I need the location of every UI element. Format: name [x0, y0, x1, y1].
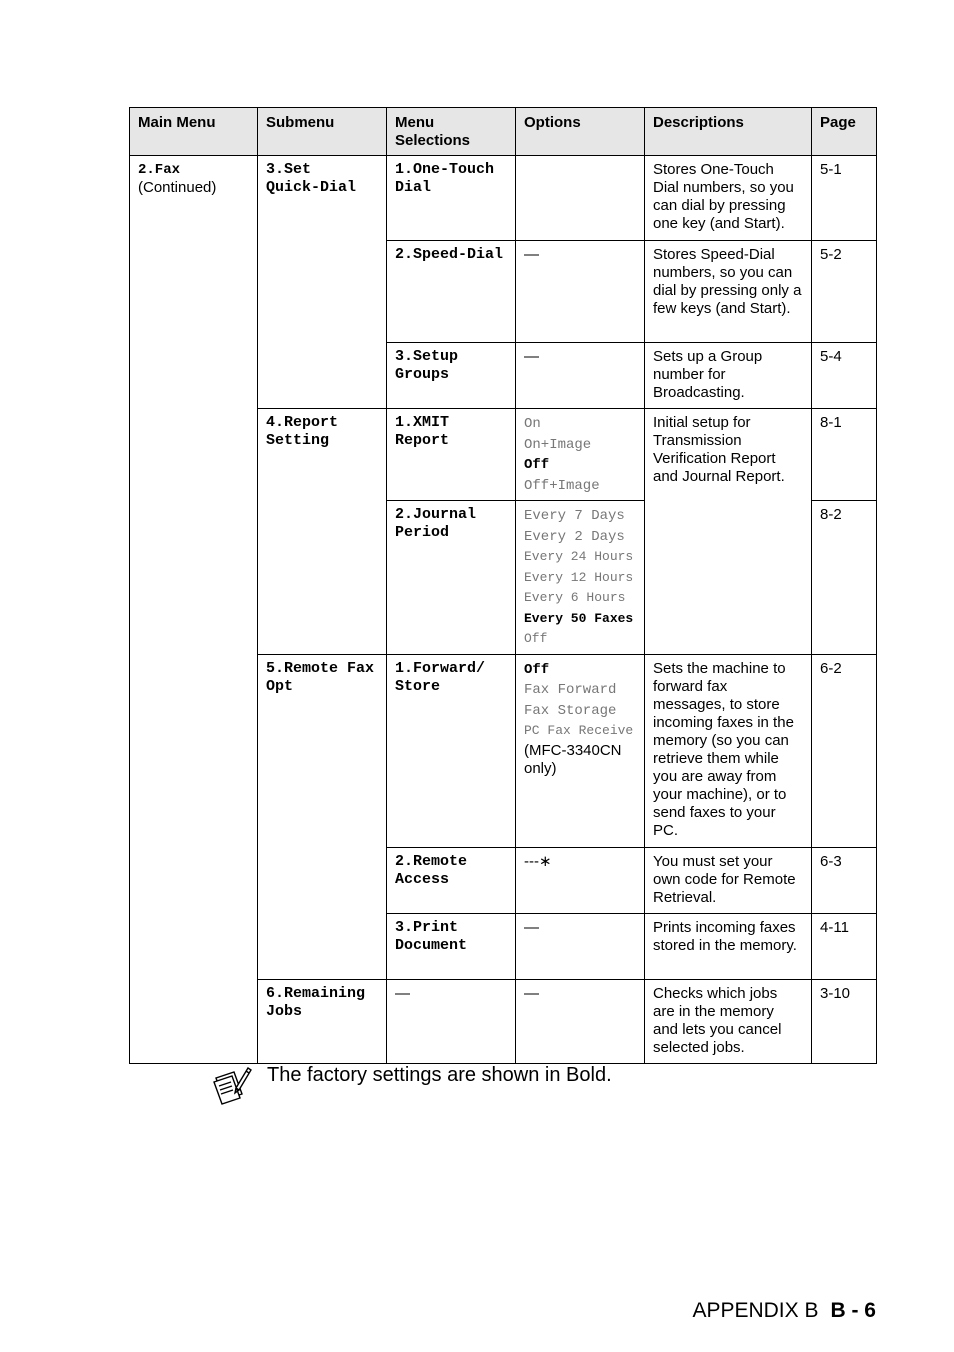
selection-one-touch-dial: 1.One-Touch Dial: [387, 156, 516, 241]
description-cell: Stores One-Touch Dial numbers, so you can dial by pressing one key (and Start).: [645, 156, 812, 241]
option-item: Off: [524, 631, 548, 646]
selection-forward-store: 1.Forward/ Store: [387, 654, 516, 847]
table-header-row: [130, 108, 877, 156]
description-cell: Prints incoming faxes stored in the memory.: [645, 913, 812, 979]
options-list: [516, 501, 645, 655]
page-cell: 6-3: [812, 847, 877, 913]
page-footer: [692, 1299, 876, 1323]
selection-setup-groups: 3.Setup Groups: [387, 343, 516, 409]
options-code: ---∗: [516, 847, 645, 913]
selection-print-document: 3.Print Document: [387, 913, 516, 979]
submenu-remaining-jobs: 6.Remaining Jobs: [258, 979, 387, 1063]
options-cell: —: [516, 241, 645, 343]
option-item: Every 12 Hours: [524, 569, 634, 585]
options-cell: [516, 156, 645, 241]
option-item: On+Image: [524, 436, 592, 453]
submenu-report-setting: 4.Report Setting: [258, 409, 387, 655]
header-descriptions: Descriptions: [645, 108, 812, 156]
page-cell: 5-2: [812, 241, 877, 343]
option-item: PC Fax Receive: [524, 723, 634, 738]
header-submenu: Submenu: [258, 108, 387, 156]
options-cell: —: [516, 343, 645, 409]
option-item: Off+Image: [524, 477, 600, 494]
selection-speed-dial: 2.Speed-Dial: [387, 241, 516, 343]
description-cell: Stores Speed-Dial numbers, so you can dial by pressing only a few keys (and Start).: [645, 241, 812, 343]
option-item-default: Every 50 Faxes: [524, 610, 634, 626]
header-options: Options: [516, 108, 645, 156]
option-item: Every 24 Hours: [524, 549, 634, 564]
description-cell: Initial setup for Transmission Verification Report and Journal Report.: [645, 409, 812, 655]
footer-page-number: B - 6: [830, 1299, 876, 1322]
main-menu-cell: [130, 156, 258, 1064]
option-note: (MFC-3340CN only): [524, 741, 622, 777]
page-cell: 6-2: [812, 654, 877, 847]
header-menu-selections: Menu Selections: [387, 108, 516, 156]
page-cell: 5-4: [812, 343, 877, 409]
option-item: Fax Storage: [524, 702, 617, 719]
submenu-set-quick-dial: 3.Set Quick-Dial: [258, 156, 387, 409]
description-cell: Checks which jobs are in the memory and lets you cancel selected jobs.: [645, 979, 812, 1063]
header-page: Page: [812, 108, 877, 156]
selection-journal-period: 2.Journal Period: [387, 501, 516, 655]
option-item: On: [524, 416, 541, 432]
note-text: The factory settings are shown in Bold.: [267, 1064, 612, 1086]
page-cell: 3-10: [812, 979, 877, 1063]
settings-table: [129, 107, 877, 1064]
page-cell: 8-2: [812, 501, 877, 655]
option-item-default: Off: [524, 661, 550, 678]
selection-cell: —: [387, 979, 516, 1063]
options-list: [516, 654, 645, 847]
option-item: Every 6 Hours: [524, 590, 626, 605]
description-cell: You must set your own code for Remote Retrieval.: [645, 847, 812, 913]
options-cell: —: [516, 979, 645, 1063]
page-cell: 5-1: [812, 156, 877, 241]
main-menu-label: 2.Fax: [138, 162, 181, 178]
option-item-default: Off: [524, 457, 550, 473]
options-cell: —: [516, 913, 645, 979]
main-menu-note: (Continued): [138, 179, 217, 196]
page-cell: 8-1: [812, 409, 877, 501]
submenu-remote-fax-opt: 5.Remote Fax Opt: [258, 654, 387, 979]
header-main-menu: Main Menu: [130, 108, 258, 156]
options-list: [516, 409, 645, 501]
option-item: Every 7 Days: [524, 508, 625, 524]
description-cell: Sets up a Group number for Broadcasting.: [645, 343, 812, 409]
table-row: [130, 156, 877, 241]
option-item: Fax Forward: [524, 682, 617, 698]
option-item: Every 2 Days: [524, 528, 625, 545]
selection-remote-access: 2.Remote Access: [387, 847, 516, 913]
description-cell: Sets the machine to forward fax messages, to store incoming faxes in the memory (so you can retrieve them while you are away from your machine), or to send faxes to your PC.: [645, 654, 812, 847]
page-cell: 4-11: [812, 913, 877, 979]
footer-section: APPENDIX B: [692, 1299, 819, 1322]
note: [212, 1064, 252, 1106]
note-pencil-icon: [212, 1064, 252, 1106]
selection-xmit-report: 1.XMIT Report: [387, 409, 516, 501]
